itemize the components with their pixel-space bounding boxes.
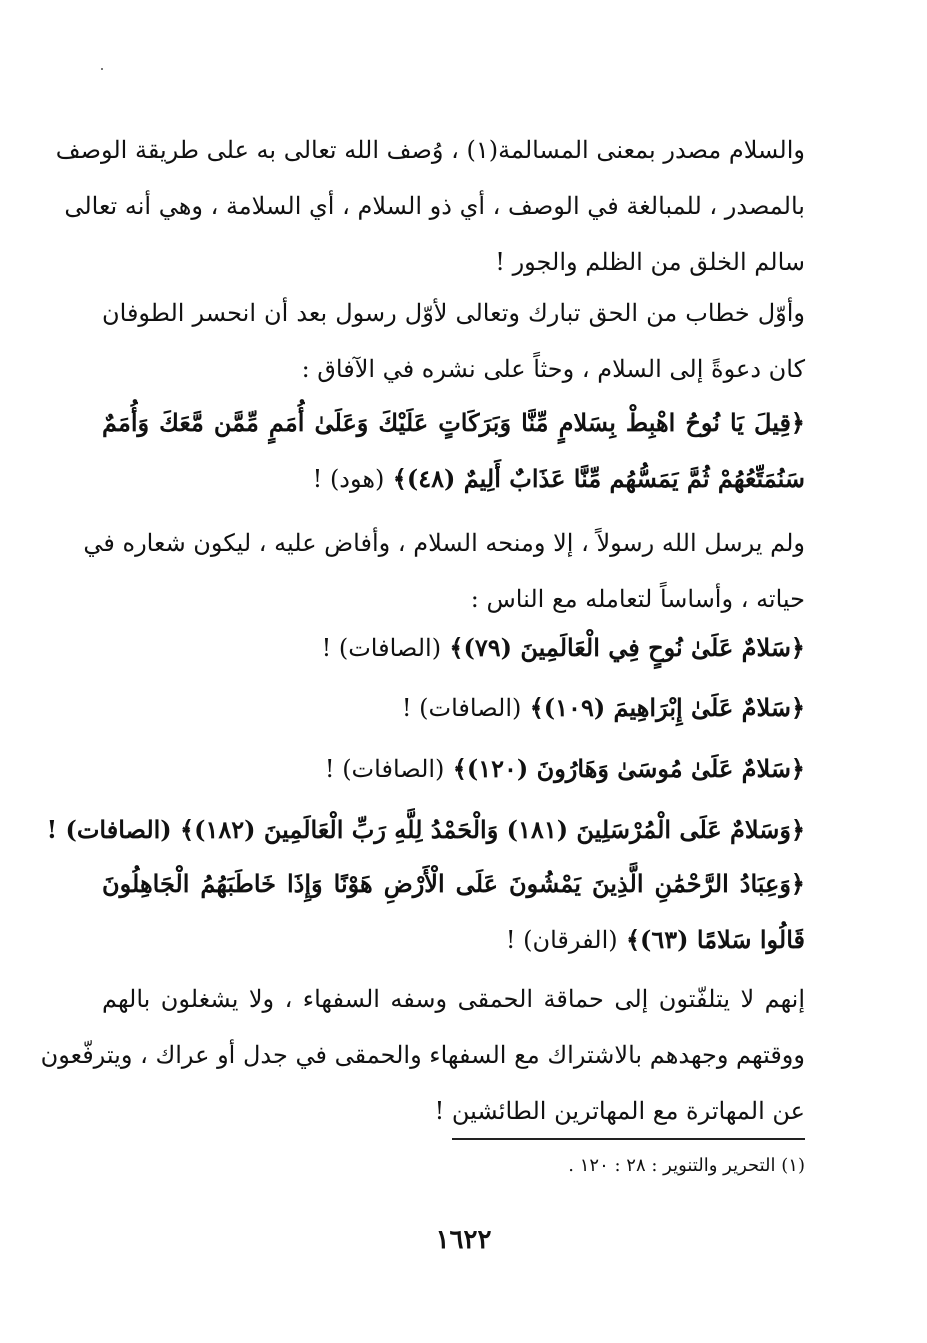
quran-verse-furqan (102, 856, 805, 968)
quran-verse-saffat-3 (175, 741, 805, 797)
text-line: إنهم لا يتلفّتون إلى حماقة الحمقى وسفه السفهاء ، ولا يشغلون بالهم (102, 985, 805, 1013)
text-line: ووقتهم وجهدهم بالاشتراك مع السفهاء والحمقى في جدل أو عراك ، ويترفّعون (40, 1041, 805, 1069)
verse-line (102, 912, 805, 968)
verse-text: سَنُمَتِّعُهُمْ ثُمَّ يَمَسُّهُم مِّنَّا عَذَابٌ أَلِيمٌ (٤٨)﴾ (392, 464, 805, 493)
surah-reference: (الصافات) ! (324, 755, 445, 783)
paragraph-4 (40, 971, 805, 1139)
text-line: كان دعوةً إلى السلام ، وحثاً على نشره في الآفاق : (301, 355, 805, 383)
verse-line: ﴿قِيلَ يَا نُوحُ اهْبِطْ بِسَلامٍ مِّنَّا وَبَرَكَاتٍ عَلَيْكَ وَعَلَىٰ أُمَمٍ مِّمَّن مَّعَكَ وَأُمَمٌ (102, 408, 805, 437)
quran-verse-mursalin (46, 802, 805, 858)
footnote: (١) التحرير والتنوير : ٢٨ : ١٢٠ . (568, 1155, 805, 1176)
text-line: ولم يرسل الله رسولاً ، إلا ومنحه السلام ، وأفاض عليه ، ليكون شعاره في (83, 529, 805, 557)
quran-verse-hud (102, 395, 805, 507)
surah-reference: (الصافات) ! (401, 694, 522, 722)
surah-reference: (هود) ! (312, 465, 385, 493)
text-line: حياته ، وأساساً لتعامله مع الناس : (470, 585, 805, 613)
footnote-separator (452, 1138, 805, 1140)
quran-verse-saffat-2 (175, 680, 805, 736)
verse-text: ﴿وَسَلامٌ عَلَى الْمُرْسَلِينَ (١٨١) وَالْحَمْدُ لِلَّهِ رَبِّ الْعَالَمِينَ (١٨٢)﴾ (180, 815, 805, 844)
text-line: عن المهاترة مع المهاترين الطائشين ! (434, 1097, 805, 1125)
verse-line: ﴿وَعِبَادُ الرَّحْمَٰنِ الَّذِينَ يَمْشُونَ عَلَى الْأَرْضِ هَوْنًا وَإِذَا خَاطَبَهُمُ الْجَاهِلُونَ (102, 869, 805, 898)
surah-reference: (الصافات) ! (46, 815, 172, 844)
verse-text: ﴿سَلامٌ عَلَىٰ مُوسَىٰ وَهَارُونَ (١٢٠)﴾ (452, 754, 805, 783)
text-line: بالمصدر ، للمبالغة في الوصف ، أي ذو السلام ، أي السلامة ، وهي أنه تعالى (64, 192, 805, 220)
surah-reference: (الفرقان) ! (505, 926, 618, 954)
quran-verse-saffat-1 (175, 620, 805, 676)
paragraph-3 (83, 515, 805, 627)
text-line: سالم الخلق من الظلم والجور ! (495, 248, 805, 276)
text-line: والسلام مصدر بمعنى المسالمة(١) ، وُصف الله تعالى به على طريقة الوصف (55, 136, 805, 164)
verse-text: ﴿سَلامٌ عَلَىٰ إِبْرَاهِيمَ (١٠٩)﴾ (529, 693, 805, 722)
scan-speck (101, 68, 103, 70)
page-number: ١٦٢٢ (435, 1225, 492, 1255)
paragraph-1 (55, 122, 805, 290)
verse-text: قَالُوا سَلامًا (٦٣)﴾ (625, 925, 805, 954)
paragraph-2 (102, 285, 805, 397)
text-line: وأوّل خطاب من الحق تبارك وتعالى لأوّل رسول بعد أن انحسر الطوفان (102, 299, 805, 327)
verse-text: ﴿سَلامٌ عَلَىٰ نُوحٍ فِي الْعَالَمِينَ (٧٩)﴾ (449, 633, 805, 662)
surah-reference: (الصافات) ! (321, 634, 442, 662)
verse-line (102, 451, 805, 507)
